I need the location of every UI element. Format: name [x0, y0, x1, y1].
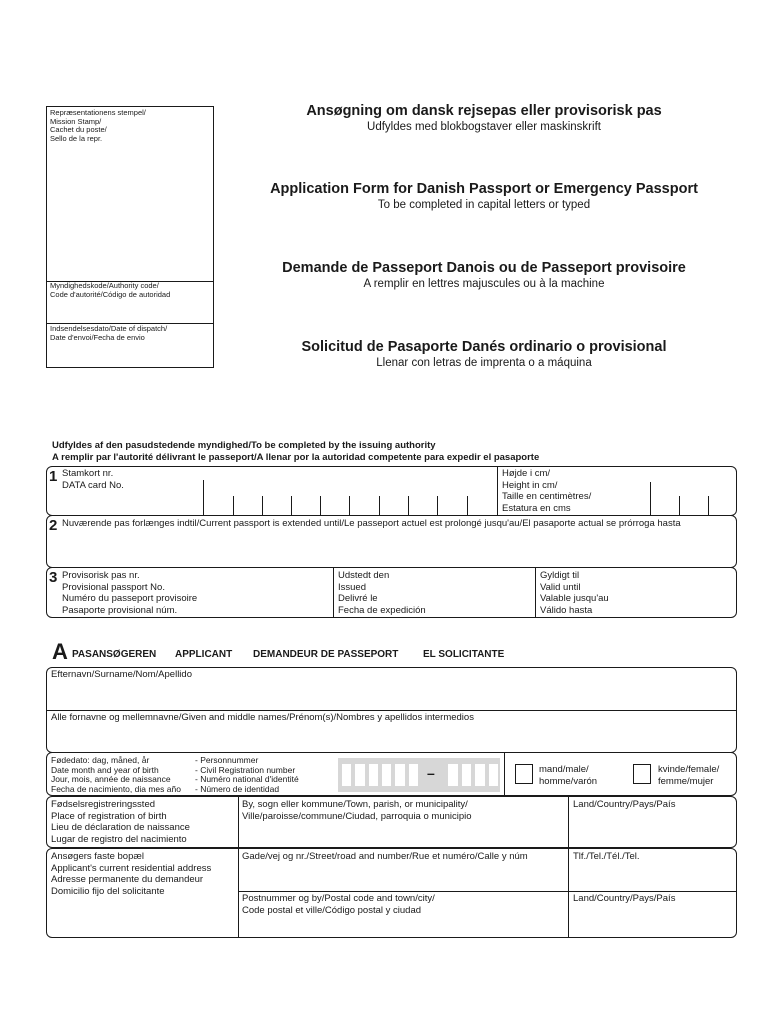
- birth-date-label: Fødedato: dag, måned, år Date month and year of birth Jour, mois, année de naissance Fecha de nacimiento, dia mes año: [51, 755, 181, 794]
- applicant-heading-da: PASANSØGEREN: [72, 649, 157, 660]
- data-card-row: [46, 466, 737, 516]
- dispatch-date-label: Indsendelsesdato/Date of dispatch/ Date d'envoi/Fecha de envio: [50, 324, 168, 342]
- applicant-heading-fr: DEMANDEUR DE PASSEPORT: [253, 649, 399, 660]
- surname-field[interactable]: [50, 681, 733, 708]
- given-names-field[interactable]: [50, 724, 733, 751]
- provisional-passport-label: Provisorisk pas nr. Provisional passport No. Numéro du passeport provisoire Pasaporte provisional núm.: [62, 570, 198, 616]
- personal-number-dash: –: [427, 765, 435, 781]
- title-danish-main: Ansøgning om dansk rejsepas eller provisorisk pas: [306, 103, 662, 119]
- data-card-tick: [233, 496, 234, 516]
- personal-number-label: - Personnummer - Civil Registration number - Numéro national d'identité - Número de identidad: [195, 755, 299, 794]
- street-label: Gade/vej og nr./Street/road and number/Rue et numéro/Calle y núm: [242, 851, 528, 862]
- title-english-main: Application Form for Danish Passport or Emergency Passport: [270, 181, 698, 197]
- data-card-tick: [262, 496, 263, 516]
- data-card-tick: [349, 496, 350, 516]
- title-french: [218, 259, 750, 291]
- title-spanish-sub: Llenar con letras de imprenta o a máquina: [376, 357, 592, 369]
- residence-divider: [238, 848, 239, 938]
- registration-divider: [238, 796, 239, 848]
- title-spanish: [218, 338, 750, 370]
- applicant-heading-es: EL SOLICITANTE: [423, 649, 505, 660]
- personal-number-cells-1: [342, 764, 418, 786]
- data-card-tick: [320, 496, 321, 516]
- title-english-sub: To be completed in capital letters or typed: [377, 199, 591, 211]
- given-names-label: Alle fornavne og mellemnavne/Given and middle names/Prénom(s)/Nombres y apellidos intermedios: [51, 712, 474, 723]
- municipality-label: By, sogn eller kommune/Town, parish, or municipality/ Ville/paroisse/commune/Ciudad, parroquia o municipio: [242, 799, 472, 822]
- row-number-1: 1: [49, 468, 58, 485]
- residence-country-field[interactable]: [571, 906, 734, 936]
- issued-label: Udstedt den Issued Delivré le Fecha de expedición: [338, 570, 426, 616]
- height-divider: [497, 466, 498, 516]
- authority-code-label: Myndighedskode/Authority code/ Code d'autorité/Código de autoridad: [50, 281, 171, 299]
- passport-extension-label: Nuværende pas forlænges indtil/Current passport is extended until/Le passeport actuel est prolongé jusqu'au/El pasaporte actual se prórroga hasta: [62, 518, 681, 529]
- phone-field[interactable]: [571, 864, 734, 889]
- title-french-sub: A remplir en lettres majuscules ou à la machine: [363, 278, 605, 290]
- postcode-field[interactable]: [241, 918, 566, 936]
- title-spanish-main: Solicitud de Pasaporte Danés ordinario o provisional: [301, 339, 667, 355]
- residence-row-divider: [238, 891, 737, 892]
- female-label: kvinde/female/ femme/mujer: [658, 764, 720, 787]
- postcode-label: Postnummer og by/Postal code and town/city/ Code postal et ville/Código postal y ciudad: [242, 893, 435, 916]
- title-danish: [218, 102, 750, 134]
- registration-divider: [568, 796, 569, 848]
- data-card-tick: [408, 496, 409, 516]
- data-card-tick: [291, 496, 292, 516]
- personal-number-cells-2: [448, 764, 498, 786]
- male-checkbox[interactable]: [515, 764, 533, 784]
- residence-divider: [568, 848, 569, 938]
- birth-country-label: Land/Country/Pays/País: [573, 799, 676, 810]
- row-number-2: 2: [49, 517, 58, 534]
- title-danish-sub: Udfyldes med blokbogstaver eller maskinskrift: [367, 121, 601, 133]
- valid-until-label: Gyldigt til Valid until Valable jusqu'au Válido hasta: [540, 570, 609, 616]
- height-label: Højde i cm/ Height in cm/ Taille en centimètres/ Estatura en cms: [502, 468, 592, 514]
- male-label: mand/male/ homme/varón: [539, 764, 598, 787]
- name-divider: [46, 710, 737, 711]
- birth-country-field[interactable]: [571, 812, 734, 846]
- height-tick: [708, 496, 709, 516]
- residence-country-label: Land/Country/Pays/País: [573, 893, 676, 904]
- data-card-tick: [437, 496, 438, 516]
- municipality-field[interactable]: [241, 824, 566, 846]
- female-checkbox[interactable]: [633, 764, 651, 784]
- surname-label: Efternavn/Surname/Nom/Apellido: [51, 669, 192, 680]
- issued-divider: [333, 567, 334, 618]
- authority-heading-line2: A remplir par l'autorité délivrant le passeport/A llenar por la autoridad competente para expedir el pasaporte: [52, 452, 540, 463]
- data-card-tick: [379, 496, 380, 516]
- authority-heading-line1: Udfyldes af den pasudstedende myndighed/To be completed by the issuing authority: [52, 440, 436, 451]
- data-card-field-divider: [203, 480, 204, 516]
- height-tick: [650, 482, 651, 516]
- height-tick: [679, 496, 680, 516]
- data-card-label: Stamkort nr. DATA card No.: [62, 468, 124, 491]
- title-french-main: Demande de Passeport Danois ou de Passeport provisoire: [282, 260, 686, 276]
- residence-label: Ansøgers faste bopæl Applicant's current residential address Adresse permanente du demandeur Domicilio fijo del solicitante: [51, 851, 212, 897]
- title-english: [218, 180, 750, 212]
- row-number-3: 3: [49, 569, 58, 586]
- phone-label: Tlf./Tel./Tél./Tel.: [573, 851, 640, 862]
- applicant-heading-en: APPLICANT: [175, 649, 233, 660]
- street-field[interactable]: [241, 864, 566, 889]
- valid-divider: [535, 567, 536, 618]
- section-letter-a: A: [52, 639, 68, 664]
- mission-stamp-label: Repræsentationens stempel/ Mission Stamp/ Cachet du poste/ Sello de la repr.: [50, 108, 146, 143]
- place-of-registration-label: Fødselsregistreringssted Place of registration of birth Lieu de déclaration de naissance Lugar de registro del nacimiento: [51, 799, 190, 845]
- data-card-tick: [467, 496, 468, 516]
